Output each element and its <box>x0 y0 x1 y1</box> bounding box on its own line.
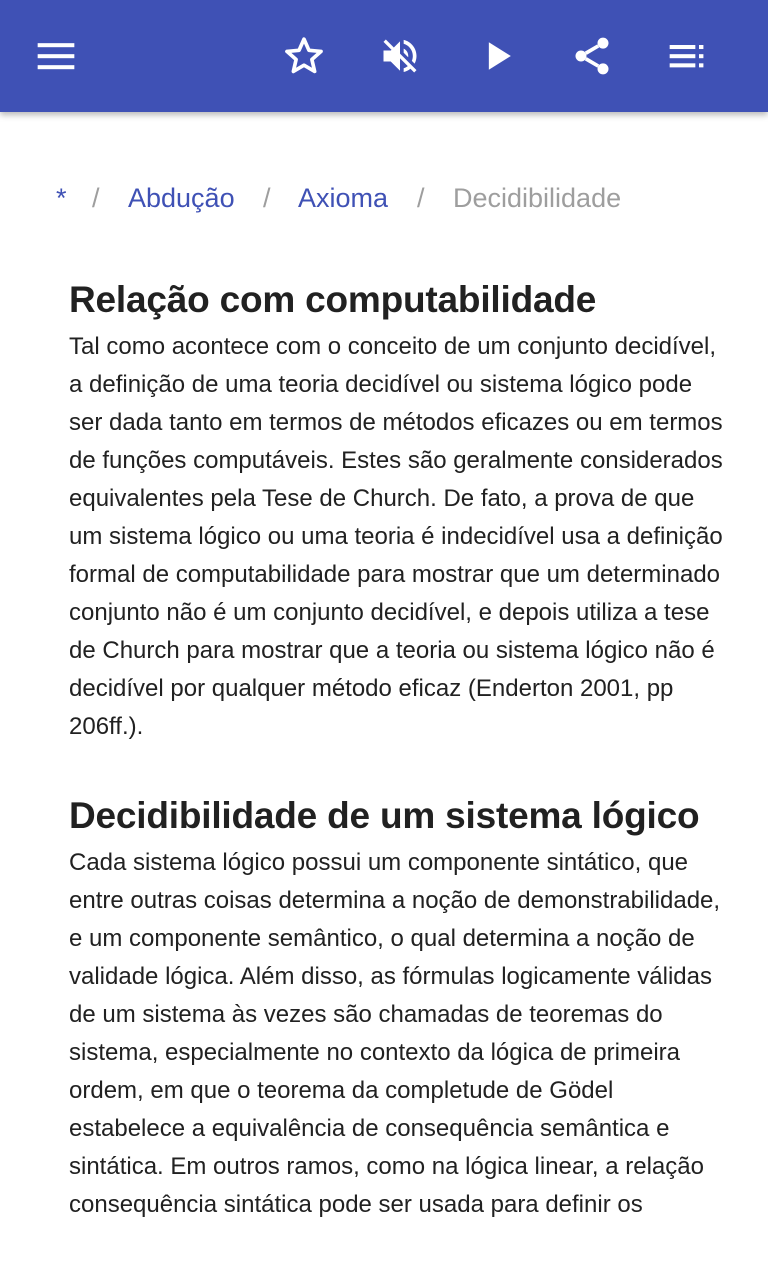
menu-button[interactable] <box>24 24 88 88</box>
breadcrumb-item-axioma[interactable]: Axioma <box>298 183 389 213</box>
favorite-button[interactable] <box>272 24 336 88</box>
section-body: Tal como acontece com o conceito de um conjunto decidível, a definição de uma teoria decidível ou sistema lógico pode ser dada tanto em termos de métodos eficazes ou em termos de funções computáveis. Estes são geralmente considerados equivalentes pela Tese de Church. De fato, a prova de que um sistema lógico ou uma teoria é indecidível usa a definição formal de computabilidade para mostrar que um determinado conjunto não é um conjunto decidível, e depois utiliza a tese de Church para mostrar que a teoria ou sistema lógico não é decidível por qualquer método eficaz (Enderton 2001, pp 206ff.). <box>69 333 723 740</box>
breadcrumb <box>0 178 768 222</box>
breadcrumb-item-abducao[interactable]: Abdução <box>128 183 235 213</box>
breadcrumb-separator: / <box>417 183 425 213</box>
share-button[interactable] <box>560 24 624 88</box>
article-content <box>69 272 729 1224</box>
app-toolbar <box>0 0 768 112</box>
play-button[interactable] <box>466 24 530 88</box>
mute-button[interactable] <box>368 24 432 88</box>
share-icon <box>570 34 614 78</box>
volume-off-icon <box>378 34 422 78</box>
star-outline-icon <box>282 34 326 78</box>
section-body: Cada sistema lógico possui um componente sintático, que entre outras coisas determina a noção de demonstrabilidade, e um componente semântico, o qual determina a noção de validade lógica. Além disso, as fórmulas logicamente válidas de um sistema às vezes são chamadas de teoremas do sistema, especialmente no contexto da lógica de primeira ordem, em que o teorema da completude de Gödel estabelece a equivalência de consequência semântica e sintática. Em outros ramos, como na lógica linear, a relação consequência sintática pode ser usada para definir os <box>69 849 721 1218</box>
menu-icon <box>34 34 78 78</box>
section-logical-system <box>69 788 729 1224</box>
playlist-icon <box>666 34 710 78</box>
breadcrumb-home[interactable]: * <box>56 183 67 213</box>
playlist-button[interactable] <box>656 24 720 88</box>
section-computability <box>69 272 729 746</box>
breadcrumb-current: Decidibilidade <box>453 183 622 213</box>
breadcrumb-separator: / <box>92 183 100 213</box>
section-title: Relação com computabilidade <box>69 279 597 320</box>
section-title: Decidibilidade de um sistema lógico <box>69 795 700 836</box>
play-icon <box>476 34 520 78</box>
breadcrumb-separator: / <box>263 183 271 213</box>
